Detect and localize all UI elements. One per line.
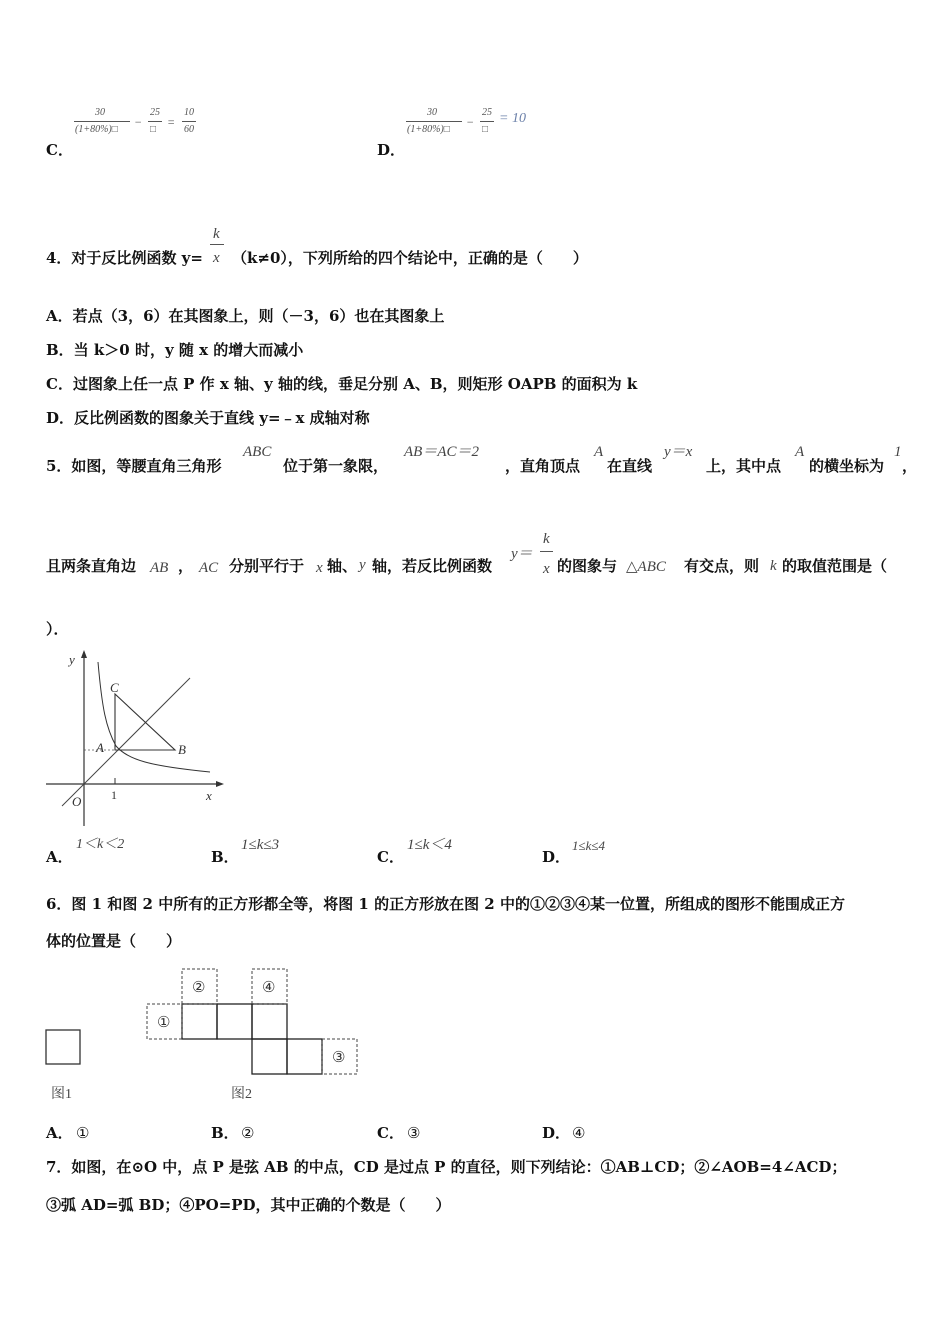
q5-math-a-2: A: [795, 444, 805, 460]
q5-text-6: 的横坐标为: [809, 457, 885, 475]
q7-stem-line-1: 7．如图，在⊙O 中，点 P 是弦 AB 的中点，CD 是过点 P 的直径，则下列结论：①AB⊥CD；②∠AOB=4∠ACD；: [46, 1158, 847, 1176]
q6-option-a-value: ①: [76, 1124, 90, 1142]
q4-option-d: D．反比例函数的图象关于直线 y=﹣x 成轴对称: [46, 409, 370, 427]
q3-c-eq: =: [167, 115, 176, 129]
q4-option-b: B．当 k＞0 时，y 随 x 的增大而减小: [46, 341, 304, 359]
q4-frac-num: k: [213, 226, 220, 242]
q5-text-8: 且两条直角边: [46, 557, 137, 575]
q6-figures: [40, 966, 360, 1106]
q5-label-one: 1: [111, 788, 117, 802]
q3-d-frac1-den: (1+80%)□: [407, 124, 450, 135]
q5-math-y-eq-x: y＝x: [664, 444, 693, 460]
q3-c-frac3-num: 10: [184, 107, 194, 118]
q5-text-16: ）．: [46, 620, 69, 638]
q3-option-c-label: C．: [46, 141, 73, 159]
q5-x-axis-arrow: [216, 781, 224, 787]
q4-stem-pre: 4．对于反比例函数 y=: [46, 249, 203, 267]
q5-y-axis-arrow: [81, 650, 87, 658]
q4-frac-den: x: [213, 250, 220, 266]
q5-text-12: 轴，若反比例函数: [372, 557, 493, 575]
q3-c-frac2-num: 25: [150, 107, 160, 118]
q6-fig1-caption: 图1: [51, 1087, 72, 1102]
q3-c-frac3-bar: [182, 121, 196, 122]
q3-c-frac1-bar: [74, 121, 130, 122]
q5-text-4: 在直线: [607, 457, 653, 475]
q5-option-c-math: 1≤k＜4: [407, 837, 452, 853]
q5-line-y-eq-x: [62, 678, 190, 806]
q6-fig2-square-3: [252, 1004, 287, 1039]
q3-d-frac2-den: □: [482, 124, 489, 135]
q6-position-3-label: ③: [332, 1050, 346, 1066]
q5-label-b: B: [178, 742, 186, 757]
q5-math-k: k: [770, 558, 777, 574]
q5-math-x: x: [316, 560, 323, 576]
q5-text-1: 5．如图，等腰直角三角形: [46, 457, 222, 475]
q3-c-frac2-den: □: [150, 124, 157, 135]
q3-option-d-label: D．: [377, 141, 406, 159]
q5-option-a-label: A．: [46, 848, 73, 866]
q6-option-d-label: D．: [542, 1124, 571, 1142]
q6-position-2-label: ②: [192, 980, 206, 996]
q6-option-a-label: A．: [46, 1124, 73, 1142]
q4-option-a: A．若点（3，6）在其图象上，则（－3，6）也在其图象上: [46, 307, 445, 325]
q5-text-10: 分别平行于: [229, 557, 305, 575]
q6-fig2-square-4: [252, 1039, 287, 1074]
q5-text-3: ，直角顶点: [505, 457, 581, 475]
q3-c-frac1-den: (1+80%)□: [75, 124, 118, 135]
q5-label-a: A: [96, 740, 104, 755]
q5-text-14: 有交点，则: [684, 557, 760, 575]
q3-d-rhs: = 10: [499, 111, 526, 126]
q6-option-c-value: ③: [407, 1124, 421, 1142]
q5-text-7: ，: [902, 457, 918, 475]
q5-math-ab-ac: AB＝AC＝2: [404, 444, 479, 460]
q5-option-d-math: 1≤k≤4: [572, 838, 606, 853]
q3-c-frac3-den: 60: [184, 124, 194, 135]
q3-d-frac2-num: 25: [482, 107, 492, 118]
q6-fig2-square-5: [287, 1039, 322, 1074]
q5-math-abc: ABC: [243, 444, 272, 460]
q5-text-13: 的图象与: [557, 557, 618, 575]
q5-math-ab: AB: [150, 560, 169, 576]
q6-option-d-value: ④: [572, 1124, 586, 1142]
q5-math-triangle: △ABC: [626, 559, 666, 575]
q4-option-c: C．过图象上任一点 P 作 x 轴、y 轴的线，垂足分别 A、B，则矩形 OAPB 的面积为 k: [46, 375, 638, 393]
q5-text-15: 的取值范围是（: [782, 557, 888, 575]
q4-frac-bar: [210, 244, 224, 245]
q6-fig2-caption: 图2: [231, 1087, 252, 1102]
q5-math-ac: AC: [199, 560, 219, 576]
q6-position-4-label: ④: [262, 980, 276, 996]
q5-text-5: 上，其中点: [706, 457, 782, 475]
q6-position-1-label: ①: [157, 1015, 171, 1031]
q6-fig2-square-1: [182, 1004, 217, 1039]
q5-text-11: 轴、: [327, 557, 358, 575]
q5-option-c-label: C．: [377, 848, 404, 866]
q5-option-a-math: 1＜k＜2: [76, 837, 125, 852]
q6-option-b-label: B．: [211, 1124, 239, 1142]
q3-c-minus: −: [134, 115, 143, 129]
q3-c-frac2-bar: [148, 121, 162, 122]
q7-stem-line-2: ③弧 AD=弧 BD；④PO=PD，其中正确的个数是（ ）: [46, 1196, 451, 1214]
q6-fig1-square: [46, 1030, 80, 1064]
q3-d-minus: −: [466, 115, 475, 129]
q5-figure: [40, 648, 230, 828]
q5-math-y-eq: y＝: [511, 546, 533, 562]
q5-math-k-num: k: [543, 531, 550, 547]
q5-option-d-label: D．: [542, 848, 571, 866]
q6-fig2-square-2: [217, 1004, 252, 1039]
q5-text-9: ，: [178, 557, 194, 575]
q3-d-frac1-num: 30: [427, 107, 437, 118]
q5-text-2: 位于第一象限，: [283, 457, 389, 475]
q5-option-b-label: B．: [211, 848, 239, 866]
q6-option-b-value: ②: [241, 1124, 255, 1142]
q3-d-frac2-bar: [480, 121, 494, 122]
q5-label-o: O: [72, 794, 82, 809]
q4-stem-post: （k≠0），下列所给的四个结论中，正确的是（ ）: [232, 249, 588, 267]
q6-stem-line-1: 6．图 1 和图 2 中所有的正方形都全等，将图 1 的正方形放在图 2 中的①②③④某一位置，所组成的图形不能围成正方: [46, 895, 845, 913]
q6-stem-line-2: 体的位置是（ ）: [46, 932, 182, 950]
q5-math-a-1: A: [594, 444, 604, 460]
q6-option-c-label: C．: [377, 1124, 404, 1142]
q5-label-x: x: [206, 788, 212, 803]
q5-label-y: y: [69, 652, 75, 667]
q5-math-y: y: [359, 557, 366, 573]
q5-option-b-math: 1≤k≤3: [241, 837, 280, 853]
q5-math-x-den: x: [543, 561, 550, 577]
q3-d-frac1-bar: [406, 121, 462, 122]
q3-c-frac1-num: 30: [95, 107, 105, 118]
q5-label-c: C: [110, 680, 119, 695]
q5-frac-bar: [540, 551, 553, 552]
q5-math-one: 1: [894, 444, 902, 460]
